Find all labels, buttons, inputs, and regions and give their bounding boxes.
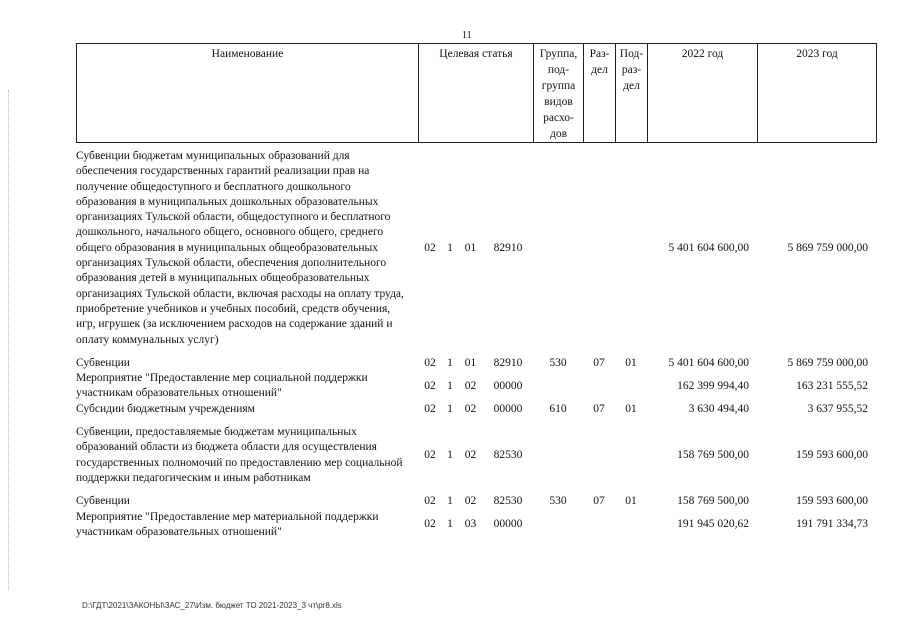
table-row: [76, 425, 876, 486]
row-name: Субвенции: [76, 495, 130, 508]
subsection: 01: [625, 495, 637, 508]
article-part-3: 01: [464, 241, 477, 254]
article-part-4: 00000: [493, 379, 523, 392]
article-part-1: 02: [424, 402, 436, 415]
header-target-article: Целевая статья: [419, 44, 534, 143]
amount-2023: 163 231 555,52: [796, 379, 868, 392]
margin-marks: [8, 90, 11, 590]
amount-2022: 162 399 994,40: [677, 379, 749, 392]
row-name: Субвенции бюджетам муниципальных образований для обеспечения государственных гарантий реализации прав на получение общедоступного и бесплатного дошкольного образования в муниципальных дошкольных образовательных организациях Тульской области, общедоступного и бесплатного дошкольного, начального общего, основного общего, среднего общего образования в муниципальных общеобразовательных организациях Тульской области, обеспечения дополнительного образования детей в муниципальных общеобразовательных организациях Тульской области, включая расходы на оплату труда, приобретение учебников и учебных пособий, средств обучения, игр, игрушек (за исключением расходов на содержание зданий и оплату коммунальных услуг): [76, 150, 404, 346]
article-part-1: 02: [424, 495, 436, 508]
subsection: 01: [625, 356, 637, 369]
expense-group: [533, 371, 583, 402]
expense-group: 530: [549, 495, 567, 508]
file-path-footer: D:\ГДТ\2021\ЗАКОНЫ\ЗАС_27\Изм. бюджет ТО 2021-2023_3 чт\pr8.xls: [82, 601, 342, 610]
expense-group: [533, 149, 583, 348]
header-table: [76, 43, 877, 143]
header-subsection: Под- раз- дел: [616, 44, 648, 143]
amount-2023: 3 637 955,52: [807, 402, 868, 415]
header-group: Группа, под- группа видов расхо- дов: [534, 44, 584, 143]
row-name: Мероприятие "Предоставление мер материальной поддержки участникам образовательных отношений": [76, 510, 379, 538]
amount-2022: 158 769 500,00: [677, 495, 749, 508]
amount-2022: 5 401 604 600,00: [668, 241, 749, 254]
expense-group: 610: [549, 402, 567, 415]
expense-group: 530: [549, 356, 567, 369]
amount-2023: 5 869 759 000,00: [787, 356, 868, 369]
subsection: [615, 425, 647, 486]
subsection: [615, 149, 647, 348]
article-part-1: 02: [424, 448, 436, 461]
article-part-4: 82910: [493, 356, 523, 369]
subsection: [615, 371, 647, 402]
section: [583, 510, 615, 541]
table-row: [76, 149, 876, 348]
article-part-1: 02: [424, 356, 436, 369]
section: [583, 425, 615, 486]
table-row: [76, 494, 876, 509]
table-row: [76, 402, 876, 417]
table-row: [76, 356, 876, 371]
subsection: [615, 510, 647, 541]
article-part-4: 82910: [493, 241, 523, 254]
header-year-2022: 2022 год: [648, 44, 758, 143]
expense-group: [533, 510, 583, 541]
article-part-1: 02: [424, 379, 436, 392]
expense-group: [533, 425, 583, 486]
article-part-3: 02: [464, 448, 477, 461]
amount-2022: 158 769 500,00: [677, 448, 749, 461]
article-part-2: 1: [447, 448, 453, 461]
article-part-2: 1: [447, 241, 453, 254]
amount-2023: 191 791 334,73: [796, 518, 868, 531]
article-part-4: 82530: [493, 495, 523, 508]
table-row: [76, 510, 876, 541]
row-name: Субвенции: [76, 356, 130, 369]
article-part-3: 02: [464, 402, 477, 415]
article-part-4: 00000: [493, 518, 523, 531]
article-part-2: 1: [447, 518, 453, 531]
subsection: 01: [625, 402, 637, 415]
amount-2022: 3 630 494,40: [688, 402, 749, 415]
article-part-3: 03: [464, 518, 477, 531]
section: 07: [593, 356, 605, 369]
page-number: 11: [462, 30, 472, 41]
article-part-1: 02: [424, 241, 436, 254]
header-year-2023: 2023 год: [758, 44, 877, 143]
header-section: Раз- дел: [584, 44, 616, 143]
row-name: Субсидии бюджетным учреждениям: [76, 402, 255, 415]
table-row: [76, 371, 876, 402]
article-part-3: 02: [464, 495, 477, 508]
amount-2023: 5 869 759 000,00: [787, 241, 868, 254]
article-part-4: 82530: [493, 448, 523, 461]
amount-2023: 159 593 600,00: [796, 495, 868, 508]
article-part-2: 1: [447, 402, 453, 415]
article-part-2: 1: [447, 379, 453, 392]
row-name: Мероприятие "Предоставление мер социальной поддержки участникам образовательных отношений": [76, 372, 368, 400]
article-part-2: 1: [447, 356, 453, 369]
article-part-3: 01: [464, 356, 477, 369]
amount-2022: 5 401 604 600,00: [668, 356, 749, 369]
section: [583, 149, 615, 348]
section: 07: [593, 495, 605, 508]
section: [583, 371, 615, 402]
article-part-2: 1: [447, 495, 453, 508]
amount-2022: 191 945 020,62: [677, 518, 749, 531]
section: 07: [593, 402, 605, 415]
article-part-4: 00000: [493, 402, 523, 415]
article-part-1: 02: [424, 518, 436, 531]
amount-2023: 159 593 600,00: [796, 448, 868, 461]
budget-table: [76, 149, 876, 540]
article-part-3: 02: [464, 379, 477, 392]
row-name: Субвенции, предоставляемые бюджетам муниципальных образований области из бюджета области для осуществления государственных полномочий по предоставлению мер социальной поддержки педагогическим и иным работникам: [76, 426, 403, 484]
header-name: Наименование: [77, 44, 419, 143]
